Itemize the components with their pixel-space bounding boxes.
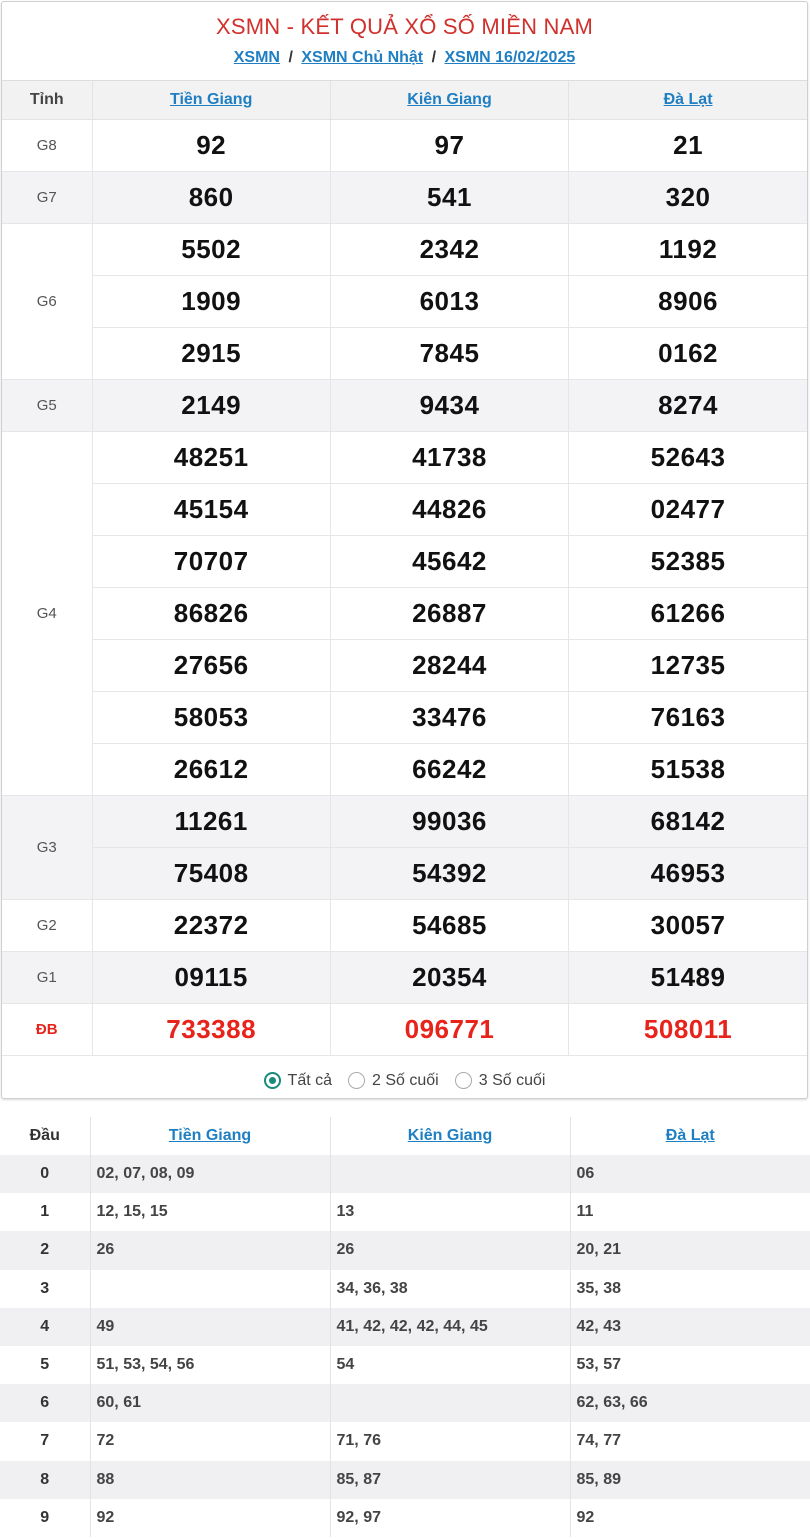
prize-number: 76163 bbox=[650, 701, 726, 732]
prize-cell bbox=[92, 795, 330, 847]
province-link-kien-giang[interactable]: Kiên Giang bbox=[407, 90, 492, 108]
prize-cell bbox=[569, 795, 807, 847]
page-title: XSMN - KẾT QUẢ XỔ SỐ MIỀN NAM bbox=[216, 14, 593, 39]
radio-unchecked-icon[interactable] bbox=[455, 1072, 472, 1089]
prize-number: 7845 bbox=[419, 337, 480, 368]
breadcrumb bbox=[2, 49, 807, 67]
prize-cell bbox=[569, 1003, 807, 1055]
head-digit: 3 bbox=[0, 1270, 90, 1308]
filter-all-radio[interactable] bbox=[264, 1072, 332, 1090]
loto-row bbox=[0, 1422, 810, 1460]
head-digit: 8 bbox=[0, 1461, 90, 1499]
loto-numbers: 26 bbox=[330, 1231, 570, 1269]
prize-number: 66242 bbox=[412, 753, 487, 784]
prize-number: 51538 bbox=[650, 753, 726, 784]
prize-cell bbox=[330, 483, 568, 535]
loto-row bbox=[0, 1384, 810, 1422]
prize-number: 33476 bbox=[412, 701, 487, 732]
prize-number: 8274 bbox=[658, 389, 718, 420]
radio-unchecked-icon[interactable] bbox=[348, 1072, 365, 1089]
prize-number: 44826 bbox=[412, 493, 487, 524]
prize-number: 320 bbox=[665, 181, 711, 212]
prize-row bbox=[2, 171, 807, 223]
prize-number: 28244 bbox=[412, 649, 487, 680]
loto-numbers bbox=[330, 1155, 570, 1193]
prize-row bbox=[2, 483, 807, 535]
loto-numbers: 41, 42, 42, 42, 44, 45 bbox=[330, 1308, 570, 1346]
prize-row bbox=[2, 1003, 807, 1055]
prize-cell bbox=[330, 951, 568, 1003]
prize-label: G7 bbox=[2, 171, 92, 223]
prize-number: 26887 bbox=[412, 597, 487, 628]
prize-row bbox=[2, 275, 807, 327]
loto-province-link-kien-giang[interactable]: Kiên Giang bbox=[407, 1127, 493, 1144]
loto-numbers: 74, 77 bbox=[576, 1432, 621, 1450]
prize-number: 733388 bbox=[166, 1013, 257, 1044]
breadcrumb-separator: / bbox=[431, 49, 437, 66]
prize-cell bbox=[569, 483, 807, 535]
prize-cell bbox=[330, 275, 568, 327]
results-table bbox=[2, 81, 807, 1056]
prize-number: 26612 bbox=[173, 753, 249, 784]
head-digit: 7 bbox=[0, 1422, 90, 1460]
prize-number: 20354 bbox=[412, 961, 487, 992]
head-digit: 6 bbox=[0, 1384, 90, 1422]
loto-row bbox=[0, 1346, 810, 1384]
loto-row bbox=[0, 1231, 810, 1269]
loto-numbers: 02, 07, 08, 09 bbox=[90, 1155, 330, 1193]
prize-cell bbox=[569, 951, 807, 1003]
prize-cell bbox=[330, 795, 568, 847]
prize-number: 99036 bbox=[412, 805, 487, 836]
prize-cell bbox=[92, 327, 330, 379]
prize-cell bbox=[569, 535, 807, 587]
prize-number: 0162 bbox=[658, 337, 718, 368]
prize-number: 27656 bbox=[173, 649, 249, 680]
prize-cell bbox=[330, 223, 568, 275]
prize-cell bbox=[92, 639, 330, 691]
loto-numbers bbox=[330, 1384, 570, 1422]
head-digit-column-header: Đầu bbox=[0, 1117, 90, 1155]
prize-cell bbox=[330, 1003, 568, 1055]
loto-numbers: 13 bbox=[330, 1193, 570, 1231]
prize-number: 1909 bbox=[181, 285, 242, 316]
loto-numbers: 35, 38 bbox=[576, 1279, 621, 1297]
prize-number: 75408 bbox=[173, 857, 249, 888]
filter-all-label: Tất cả bbox=[287, 1071, 333, 1089]
prize-number: 48251 bbox=[173, 441, 249, 472]
breadcrumb-date-link[interactable]: XSMN 16/02/2025 bbox=[444, 49, 576, 66]
prize-cell bbox=[330, 639, 568, 691]
filter-last-2-radio[interactable] bbox=[348, 1072, 439, 1090]
prize-number: 45154 bbox=[173, 493, 249, 524]
head-digit: 0 bbox=[0, 1155, 90, 1193]
breadcrumb-sunday-link[interactable]: XSMN Chủ Nhật bbox=[301, 49, 424, 66]
loto-numbers: 92 bbox=[90, 1499, 330, 1537]
prize-label: G8 bbox=[2, 119, 92, 171]
prize-label: G1 bbox=[2, 951, 92, 1003]
loto-numbers: 62, 63, 66 bbox=[570, 1384, 810, 1422]
filter-last-2-label: 2 Số cuối bbox=[372, 1071, 439, 1089]
loto-numbers: 12, 15, 15 bbox=[90, 1193, 330, 1231]
prize-cell bbox=[569, 431, 807, 483]
prize-cell bbox=[92, 379, 330, 431]
prize-cell bbox=[92, 691, 330, 743]
prize-cell bbox=[330, 691, 568, 743]
loto-numbers: 51, 53, 54, 56 bbox=[90, 1346, 330, 1384]
loto-row bbox=[0, 1270, 810, 1308]
filter-last-3-radio[interactable] bbox=[455, 1072, 546, 1090]
prize-cell bbox=[92, 171, 330, 223]
loto-province-link-tien-giang[interactable]: Tiền Giang bbox=[168, 1127, 252, 1144]
loto-numbers: 34, 36, 38 bbox=[330, 1270, 570, 1308]
prize-cell bbox=[569, 223, 807, 275]
prize-number: 21 bbox=[673, 129, 704, 160]
prize-number: 52643 bbox=[650, 441, 726, 472]
prize-number: 54685 bbox=[412, 909, 487, 940]
prize-cell bbox=[569, 587, 807, 639]
prize-cell bbox=[92, 899, 330, 951]
prize-row bbox=[2, 431, 807, 483]
prize-number: 70707 bbox=[173, 545, 249, 576]
prize-cell bbox=[330, 847, 568, 899]
prize-cell bbox=[330, 379, 568, 431]
loto-numbers: 60, 61 bbox=[90, 1384, 330, 1422]
prize-number: 1192 bbox=[658, 233, 718, 264]
loto-row bbox=[0, 1499, 810, 1537]
prize-number: 61266 bbox=[650, 597, 726, 628]
prize-cell bbox=[330, 587, 568, 639]
loto-row bbox=[0, 1193, 810, 1231]
prize-cell bbox=[330, 743, 568, 795]
prize-number: 508011 bbox=[643, 1013, 733, 1044]
prize-cell bbox=[92, 275, 330, 327]
prize-cell bbox=[92, 847, 330, 899]
prize-cell bbox=[569, 327, 807, 379]
prize-cell bbox=[569, 119, 807, 171]
prize-number: 86826 bbox=[173, 597, 249, 628]
head-digit: 9 bbox=[0, 1499, 90, 1537]
prize-number: 52385 bbox=[650, 545, 726, 576]
prize-cell bbox=[569, 743, 807, 795]
prize-number: 02477 bbox=[650, 493, 726, 524]
prize-cell bbox=[569, 847, 807, 899]
prize-cell bbox=[330, 431, 568, 483]
radio-checked-icon[interactable] bbox=[264, 1072, 281, 1089]
prize-cell bbox=[92, 1003, 330, 1055]
loto-numbers: 20, 21 bbox=[570, 1231, 810, 1269]
prize-row bbox=[2, 119, 807, 171]
breadcrumb-xsmn-link[interactable]: XSMN bbox=[233, 49, 280, 66]
prize-number: 2915 bbox=[181, 337, 242, 368]
loto-numbers: 85, 87 bbox=[330, 1461, 570, 1499]
prize-cell bbox=[569, 379, 807, 431]
prize-number: 6013 bbox=[419, 285, 480, 316]
prize-label: G5 bbox=[2, 379, 92, 431]
prize-cell bbox=[92, 223, 330, 275]
prize-cell bbox=[330, 327, 568, 379]
prize-cell bbox=[330, 899, 568, 951]
head-digit: 1 bbox=[0, 1193, 90, 1231]
province-link-da-lat[interactable]: Đà Lạt bbox=[663, 90, 713, 108]
prize-label: G4 bbox=[2, 431, 92, 795]
province-link-tien-giang[interactable]: Tiền Giang bbox=[169, 90, 253, 108]
loto-numbers: 49 bbox=[90, 1308, 330, 1346]
prize-row bbox=[2, 327, 807, 379]
loto-numbers: 92, 97 bbox=[330, 1499, 570, 1537]
prize-number: 97 bbox=[434, 129, 465, 160]
prize-cell bbox=[569, 639, 807, 691]
prize-number: 541 bbox=[427, 181, 472, 212]
prize-number: 11261 bbox=[174, 805, 248, 836]
prize-number: 09115 bbox=[174, 961, 248, 992]
loto-numbers: 26 bbox=[90, 1231, 330, 1269]
prize-number: 2149 bbox=[181, 389, 242, 420]
loto-province-link-da-lat[interactable]: Đà Lạt bbox=[665, 1127, 715, 1144]
prize-cell bbox=[92, 743, 330, 795]
results-header bbox=[2, 2, 807, 81]
prize-label: ĐB bbox=[2, 1003, 92, 1055]
prize-label: G3 bbox=[2, 795, 92, 899]
prize-number: 096771 bbox=[404, 1013, 495, 1044]
results-card bbox=[1, 1, 808, 1099]
loto-row bbox=[0, 1461, 810, 1499]
prize-number: 46953 bbox=[650, 857, 726, 888]
loto-numbers bbox=[90, 1270, 330, 1308]
prize-cell bbox=[92, 431, 330, 483]
loto-numbers: 88 bbox=[90, 1461, 330, 1499]
head-digit: 5 bbox=[0, 1346, 90, 1384]
loto-numbers: 85, 89 bbox=[570, 1461, 810, 1499]
loto-numbers: 92 bbox=[576, 1508, 595, 1526]
prize-number: 860 bbox=[188, 181, 234, 212]
breadcrumb-separator: / bbox=[288, 49, 293, 66]
prize-cell bbox=[92, 951, 330, 1003]
prize-number: 9434 bbox=[419, 389, 480, 420]
prize-number: 45642 bbox=[412, 545, 487, 576]
prize-number: 12735 bbox=[650, 649, 726, 680]
prize-row bbox=[2, 951, 807, 1003]
filter-last-3-label: 3 Số cuối bbox=[478, 1071, 546, 1089]
prize-number: 41738 bbox=[412, 441, 487, 472]
prize-number: 22372 bbox=[173, 909, 249, 940]
prize-number: 58053 bbox=[173, 701, 249, 732]
prize-row bbox=[2, 899, 807, 951]
digit-filter bbox=[2, 1056, 807, 1100]
loto-numbers: 06 bbox=[570, 1155, 810, 1193]
head-digit: 2 bbox=[0, 1231, 90, 1269]
prize-cell bbox=[330, 535, 568, 587]
loto-row bbox=[0, 1308, 810, 1346]
prize-number: 30057 bbox=[650, 909, 726, 940]
prize-number: 68142 bbox=[650, 805, 726, 836]
prize-cell bbox=[330, 171, 568, 223]
prize-row bbox=[2, 535, 807, 587]
loto-table bbox=[0, 1117, 810, 1537]
loto-row bbox=[0, 1155, 810, 1193]
prize-row bbox=[2, 639, 807, 691]
prize-label: G6 bbox=[2, 223, 92, 379]
prize-number: 51489 bbox=[650, 961, 726, 992]
prize-cell bbox=[330, 119, 568, 171]
prize-row bbox=[2, 379, 807, 431]
prize-cell bbox=[569, 171, 807, 223]
prize-cell bbox=[569, 691, 807, 743]
loto-numbers: 71, 76 bbox=[330, 1422, 570, 1460]
prize-row bbox=[2, 587, 807, 639]
loto-numbers: 53, 57 bbox=[576, 1356, 621, 1374]
prize-cell bbox=[92, 535, 330, 587]
loto-numbers: 72 bbox=[90, 1422, 330, 1460]
prize-row bbox=[2, 743, 807, 795]
prize-cell bbox=[92, 119, 330, 171]
prize-number: 8906 bbox=[658, 285, 718, 316]
head-digit: 4 bbox=[0, 1308, 90, 1346]
prize-row bbox=[2, 691, 807, 743]
prize-cell bbox=[569, 275, 807, 327]
prize-cell bbox=[569, 899, 807, 951]
loto-numbers: 42, 43 bbox=[570, 1308, 810, 1346]
prize-label: G2 bbox=[2, 899, 92, 951]
prize-number: 92 bbox=[196, 129, 227, 160]
prize-cell bbox=[92, 587, 330, 639]
loto-numbers: 11 bbox=[576, 1203, 594, 1221]
province-column-header: Tỉnh bbox=[2, 81, 92, 119]
prize-row bbox=[2, 847, 807, 899]
prize-number: 5502 bbox=[181, 233, 242, 264]
prize-number: 54392 bbox=[412, 857, 487, 888]
prize-number: 2342 bbox=[419, 233, 480, 264]
loto-numbers: 54 bbox=[330, 1346, 570, 1384]
prize-row bbox=[2, 223, 807, 275]
prize-row bbox=[2, 795, 807, 847]
prize-cell bbox=[92, 483, 330, 535]
